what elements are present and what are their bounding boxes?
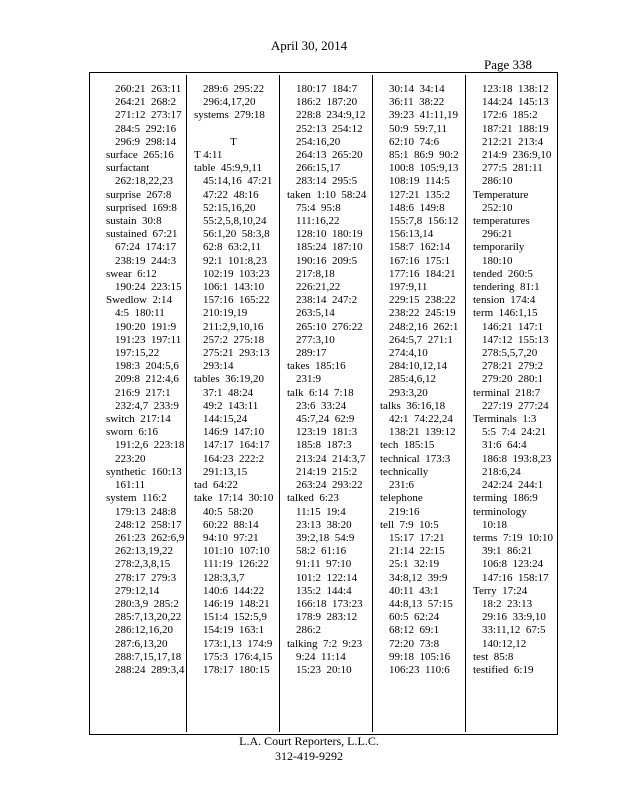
index-reference: 39:1 86:21 <box>482 545 533 558</box>
index-reference: 296:9 298:14 <box>115 135 177 148</box>
index-reference: 279:12,14 <box>115 584 160 597</box>
index-term: tendering 81:1 <box>473 281 540 294</box>
index-term: table 45:9,9,11 <box>194 162 263 175</box>
index-reference: 39:2,18 54:9 <box>296 531 355 544</box>
index-reference: 10:18 <box>482 518 508 531</box>
index-reference: 214:19 215:2 <box>296 465 358 478</box>
index-reference: 50:9 59:7,11 <box>389 122 447 135</box>
index-reference: 146:9 147:10 <box>203 426 265 439</box>
index-term: sustained 67:21 <box>106 228 178 241</box>
index-reference: 52:15,16,20 <box>203 201 256 214</box>
index-reference: 123:18 138:12 <box>482 83 549 95</box>
index-reference: 271:12 273:17 <box>115 109 182 122</box>
index-reference: 158:7 162:14 <box>389 241 451 254</box>
index-reference: 264:5,7 271:1 <box>389 333 453 346</box>
index-reference: 277:3,10 <box>296 333 335 346</box>
index-term: terming 186:9 <box>473 492 538 505</box>
index-reference: 238:19 244:3 <box>115 254 177 267</box>
index-reference: 157:16 165:22 <box>203 294 270 307</box>
index-reference: 56:1,20 58:3,8 <box>203 228 270 241</box>
index-reference: 262:13,19,22 <box>115 545 174 558</box>
index-reference: 144:15,24 <box>203 413 248 426</box>
index-reference: 5:5 7:4 24:21 <box>482 426 547 439</box>
index-reference: 191:2,6 223:18 <box>115 439 185 452</box>
index-reference: 197:9,11 <box>389 281 428 294</box>
index-reference: 99:18 105:16 <box>389 650 451 663</box>
index-reference: 262:18,22,23 <box>115 175 174 188</box>
index-reference: 156:13,14 <box>389 228 434 241</box>
index-reference: 229:15 238:22 <box>389 294 456 307</box>
index-reference: 62:10 74:6 <box>389 135 440 148</box>
index-term: Terry 17:24 <box>473 584 528 597</box>
index-reference: 167:16 175:1 <box>389 254 451 267</box>
index-term <box>190 123 277 136</box>
index-reference: 67:24 174:17 <box>115 241 177 254</box>
page-number: Page 338 <box>483 57 532 72</box>
index-column-3 <box>283 83 370 677</box>
index-reference: 264:21 268:2 <box>115 96 177 109</box>
index-term: tell 7:9 10:5 <box>380 518 439 531</box>
index-reference: 140:6 144:22 <box>203 584 265 597</box>
index-reference: 60:22 88:14 <box>203 518 259 531</box>
index-reference: 172:6 185:2 <box>482 109 538 122</box>
index-reference: 285:4,6,12 <box>389 373 437 386</box>
index-reference: 15:17 17:21 <box>389 531 445 544</box>
index-reference: 180:10 <box>482 254 513 267</box>
index-term: technically <box>380 465 429 478</box>
index-reference: 161:11 <box>115 479 146 492</box>
index-reference: 226:21,22 <box>296 281 341 294</box>
index-reference: 209:8 212:4,6 <box>115 373 179 386</box>
index-reference: 265:10 276:22 <box>296 320 363 333</box>
index-reference: 91:11 97:10 <box>296 558 352 571</box>
index-reference: 279:20 280:1 <box>482 373 544 386</box>
index-reference: 68:12 69:1 <box>389 624 440 637</box>
index-reference: 254:16,20 <box>296 135 341 148</box>
index-term: T 4:11 <box>194 149 223 162</box>
index-reference: 277:5 281:11 <box>482 162 543 175</box>
index-reference: 248:2,16 262:1 <box>389 320 459 333</box>
index-reference: 37:1 48:24 <box>203 386 254 399</box>
index-column-1 <box>102 83 189 677</box>
index-reference: 275:21 293:13 <box>203 347 270 360</box>
index-reference: 25:1 32:19 <box>389 558 440 571</box>
index-reference: 135:2 144:4 <box>296 584 352 597</box>
index-reference: 33:11,12 67:5 <box>482 624 546 637</box>
index-term: Temperature <box>473 188 529 201</box>
index-reference: 147:16 158:17 <box>482 571 549 584</box>
index-reference: 260:21 263:11 <box>115 83 182 95</box>
index-reference: 296:4,17,20 <box>203 96 256 109</box>
index-reference: 147:12 155:13 <box>482 333 549 346</box>
index-term: surprised 169:8 <box>106 201 177 214</box>
index-reference: 45:7,24 62:9 <box>296 413 355 426</box>
index-reference: 238:14 247:2 <box>296 294 358 307</box>
index-reference: 154:19 163:1 <box>203 624 265 637</box>
index-reference: 242:24 244:1 <box>482 479 544 492</box>
page-date: April 30, 2014 <box>270 38 348 53</box>
index-term: terminal 218:7 <box>473 386 541 399</box>
index-reference: 278:17 279:3 <box>115 571 177 584</box>
index-reference: 231:6 <box>389 479 415 492</box>
index-reference: 185:8 187:3 <box>296 439 352 452</box>
index-reference: 293:3,20 <box>389 386 428 399</box>
index-letter-heading: T <box>230 135 237 148</box>
index-reference: 287:6,13,20 <box>115 637 168 650</box>
index-reference: 283:14 295:5 <box>296 175 358 188</box>
index-reference: 261:23 262:6,9 <box>115 531 185 544</box>
index-reference: 212:21 213:4 <box>482 135 544 148</box>
index-column-5 <box>469 83 556 677</box>
index-reference: 62:8 63:2,11 <box>203 241 261 254</box>
index-reference: 210:19,19 <box>203 307 248 320</box>
index-term: technical 173:3 <box>380 452 451 465</box>
index-reference: 128:3,3,7 <box>203 571 245 584</box>
index-term: temporarily <box>473 241 525 254</box>
index-reference: 227:19 277:24 <box>482 399 549 412</box>
index-reference: 123:19 181:3 <box>296 426 358 439</box>
index-reference: 175:3 176:4,15 <box>203 650 273 663</box>
index-reference: 18:2 23:13 <box>482 597 533 610</box>
index-reference: 180:17 184:7 <box>296 83 358 95</box>
index-term: tech 185:15 <box>380 439 435 452</box>
index-reference: 291:13,15 <box>203 465 248 478</box>
index-reference: 274:4,10 <box>389 347 428 360</box>
index-reference: 179:13 248:8 <box>115 505 177 518</box>
index-reference: 286:10 <box>482 175 513 188</box>
index-reference: 177:16 184:21 <box>389 267 456 280</box>
index-reference: 101:2 122:14 <box>296 571 358 584</box>
index-term: telephone <box>380 492 423 505</box>
index-reference: 29:16 33:9,10 <box>482 611 546 624</box>
index-term: test 85:8 <box>473 650 514 663</box>
index-column-4 <box>376 83 463 677</box>
index-reference: 23:6 33:24 <box>296 399 347 412</box>
index-table <box>89 72 558 735</box>
column-divider <box>186 75 187 732</box>
index-term: surface 265:16 <box>106 149 174 162</box>
footer-company: L.A. Court Reporters, L.L.C. <box>239 734 379 748</box>
index-reference: 148:6 149:8 <box>389 201 445 214</box>
index-term: take 17:14 30:10 <box>194 492 274 505</box>
index-column-2 <box>190 83 277 677</box>
index-reference: 231:9 <box>296 373 322 386</box>
index-reference: 264:13 265:20 <box>296 149 363 162</box>
index-reference: 9:24 11:14 <box>296 650 346 663</box>
index-reference: 101:10 107:10 <box>203 545 270 558</box>
index-reference: 21:14 22:15 <box>389 545 445 558</box>
index-reference: 11:15 19:4 <box>296 505 346 518</box>
index-reference: 284:5 292:16 <box>115 122 177 135</box>
index-term: swear 6:12 <box>106 267 157 280</box>
index-reference: 238:22 245:19 <box>389 307 456 320</box>
index-reference: 138:21 139:12 <box>389 426 456 439</box>
index-reference: 72:20 73:8 <box>389 637 440 650</box>
index-term: taken 1:10 58:24 <box>287 188 367 201</box>
index-term: term 146:1,15 <box>473 307 538 320</box>
index-reference: 286:2 <box>296 624 322 637</box>
index-reference: 278:21 279:2 <box>482 360 544 373</box>
index-term: surfactant <box>106 162 150 175</box>
index-reference: 217:8,18 <box>296 267 335 280</box>
index-reference: 284:10,12,14 <box>389 360 448 373</box>
index-reference: 140:12,12 <box>482 637 527 650</box>
index-reference: 186:2 187:20 <box>296 96 358 109</box>
index-reference: 214:9 236:9,10 <box>482 149 552 162</box>
index-reference: 155:7,8 156:12 <box>389 215 459 228</box>
index-reference: 102:19 103:23 <box>203 267 270 280</box>
index-reference: 187:21 188:19 <box>482 122 549 135</box>
index-reference: 186:8 193:8,23 <box>482 452 552 465</box>
index-reference: 40:11 43:1 <box>389 584 439 597</box>
index-reference: 288:24 289:3,4 <box>115 663 185 676</box>
index-reference: 111:19 126:22 <box>203 558 269 571</box>
column-divider <box>372 75 373 732</box>
index-reference: 263:24 293:22 <box>296 479 363 492</box>
index-reference: 49:2 143:11 <box>203 399 259 412</box>
index-term: tension 174:4 <box>473 294 536 307</box>
index-reference: 85:1 86:9 90:2 <box>389 149 459 162</box>
index-reference: 219:16 <box>389 505 420 518</box>
index-reference: 146:19 148:21 <box>203 597 270 610</box>
index-reference: 190:20 191:9 <box>115 320 177 333</box>
index-reference: 289:17 <box>296 347 327 360</box>
index-reference: 289:6 295:22 <box>203 83 265 95</box>
index-reference: 92:1 101:8,23 <box>203 254 267 267</box>
index-reference: 60:5 62:24 <box>389 611 440 624</box>
index-term: Swedlow 2:14 <box>106 294 172 307</box>
index-reference: 106:8 123:24 <box>482 558 544 571</box>
index-term: talk 6:14 7:18 <box>287 386 354 399</box>
index-reference: 248:12 258:17 <box>115 518 182 531</box>
index-reference: 191:23 197:11 <box>115 333 182 346</box>
index-reference: 47:22 48:16 <box>203 188 259 201</box>
index-term: terminology <box>473 505 527 518</box>
index-reference: 178:17 180:15 <box>203 663 270 676</box>
index-term: takes 185:16 <box>287 360 346 373</box>
index-reference: 146:21 147:1 <box>482 320 544 333</box>
index-term: tad 64:22 <box>194 479 238 492</box>
column-divider <box>279 75 280 732</box>
index-reference: 58:2 61:16 <box>296 545 347 558</box>
index-reference: 40:5 58:20 <box>203 505 254 518</box>
index-term: testified 6:19 <box>473 663 534 676</box>
index-reference: 288:7,15,17,18 <box>115 650 182 663</box>
index-reference: 190:24 223:15 <box>115 281 182 294</box>
index-term: tended 260:5 <box>473 267 533 280</box>
index-reference: 278:2,3,8,15 <box>115 558 171 571</box>
index-reference: 4:5 180:11 <box>115 307 165 320</box>
index-reference: 127:21 135:2 <box>389 188 451 201</box>
index-reference: 34:8,12 39:9 <box>389 571 448 584</box>
index-reference: 280:3,9 285:2 <box>115 597 179 610</box>
index-term: system 116:2 <box>106 492 167 505</box>
index-reference: 39:23 41:11,19 <box>389 109 458 122</box>
index-term: systems 279:18 <box>194 109 265 122</box>
index-reference: 266:15,17 <box>296 162 341 175</box>
index-reference: 185:24 187:10 <box>296 241 363 254</box>
index-reference: 197:15,22 <box>115 347 160 360</box>
index-term: temperatures <box>473 215 530 228</box>
index-term: talking 7:2 9:23 <box>287 637 363 650</box>
index-term: sustain 30:8 <box>106 215 162 228</box>
index-term: surprise 267:8 <box>106 188 172 201</box>
index-reference: 151:4 152:5,9 <box>203 611 267 624</box>
index-reference: 211:2,9,10,16 <box>203 320 264 333</box>
index-reference: 23:13 38:20 <box>296 518 352 531</box>
index-reference: 228:8 234:9,12 <box>296 109 366 122</box>
index-reference: 45:14,16 47:21 <box>203 175 273 188</box>
index-term: tables 36:19,20 <box>194 373 264 386</box>
index-term: synthetic 160:13 <box>106 465 182 478</box>
index-reference: 44:8,13 57:15 <box>389 597 453 610</box>
index-reference: 55:2,5,8,10,24 <box>203 215 267 228</box>
column-divider <box>465 75 466 732</box>
index-reference: 100:8 105:9,13 <box>389 162 459 175</box>
index-term: switch 217:14 <box>106 413 171 426</box>
index-reference: 31:6 64:4 <box>482 439 527 452</box>
index-reference: 128:10 180:19 <box>296 228 363 241</box>
index-term: Terminals 1:3 <box>473 413 537 426</box>
index-reference: 278:5,5,7,20 <box>482 347 538 360</box>
index-term: talked 6:23 <box>287 492 339 505</box>
index-reference: 252:13 254:12 <box>296 122 363 135</box>
index-reference: 30:14 34:14 <box>389 83 445 95</box>
footer-phone: 312-419-9292 <box>275 749 343 763</box>
index-reference: 216:9 217:1 <box>115 386 171 399</box>
index-term: terms 7:19 10:10 <box>473 531 554 544</box>
index-reference: 166:18 173:23 <box>296 597 363 610</box>
index-reference: 285:7,13,20,22 <box>115 611 182 624</box>
index-reference: 94:10 97:21 <box>203 531 259 544</box>
index-reference: 252:10 <box>482 201 513 214</box>
index-reference: 42:1 74:22,24 <box>389 413 453 426</box>
index-reference: 144:24 145:13 <box>482 96 549 109</box>
index-term: talks 36:16,18 <box>380 399 446 412</box>
index-reference: 296:21 <box>482 228 513 241</box>
index-reference: 173:1,13 174:9 <box>203 637 273 650</box>
index-reference: 164:23 222:2 <box>203 452 265 465</box>
index-reference: 108:19 114:5 <box>389 175 450 188</box>
index-reference: 147:17 164:17 <box>203 439 270 452</box>
index-reference: 36:11 38:22 <box>389 96 445 109</box>
index-reference: 75:4 95:8 <box>296 201 341 214</box>
index-reference: 15:23 20:10 <box>296 663 352 676</box>
index-reference: 106:1 143:10 <box>203 281 265 294</box>
index-reference: 293:14 <box>203 360 234 373</box>
index-reference: 223:20 <box>115 452 146 465</box>
index-reference: 106:23 110:6 <box>389 663 450 676</box>
index-reference: 213:24 214:3,7 <box>296 452 366 465</box>
index-reference: 111:16,22 <box>296 215 340 228</box>
index-reference: 263:5,14 <box>296 307 335 320</box>
index-reference: 190:16 209:5 <box>296 254 358 267</box>
index-reference: 257:2 275:18 <box>203 333 265 346</box>
index-reference: 198:3 204:5,6 <box>115 360 179 373</box>
index-term: sworn 6:16 <box>106 426 158 439</box>
index-reference: 286:12,16,20 <box>115 624 174 637</box>
index-reference: 178:9 283:12 <box>296 611 358 624</box>
index-reference: 232:4,7 233:9 <box>115 399 179 412</box>
index-reference: 218:6,24 <box>482 465 521 478</box>
